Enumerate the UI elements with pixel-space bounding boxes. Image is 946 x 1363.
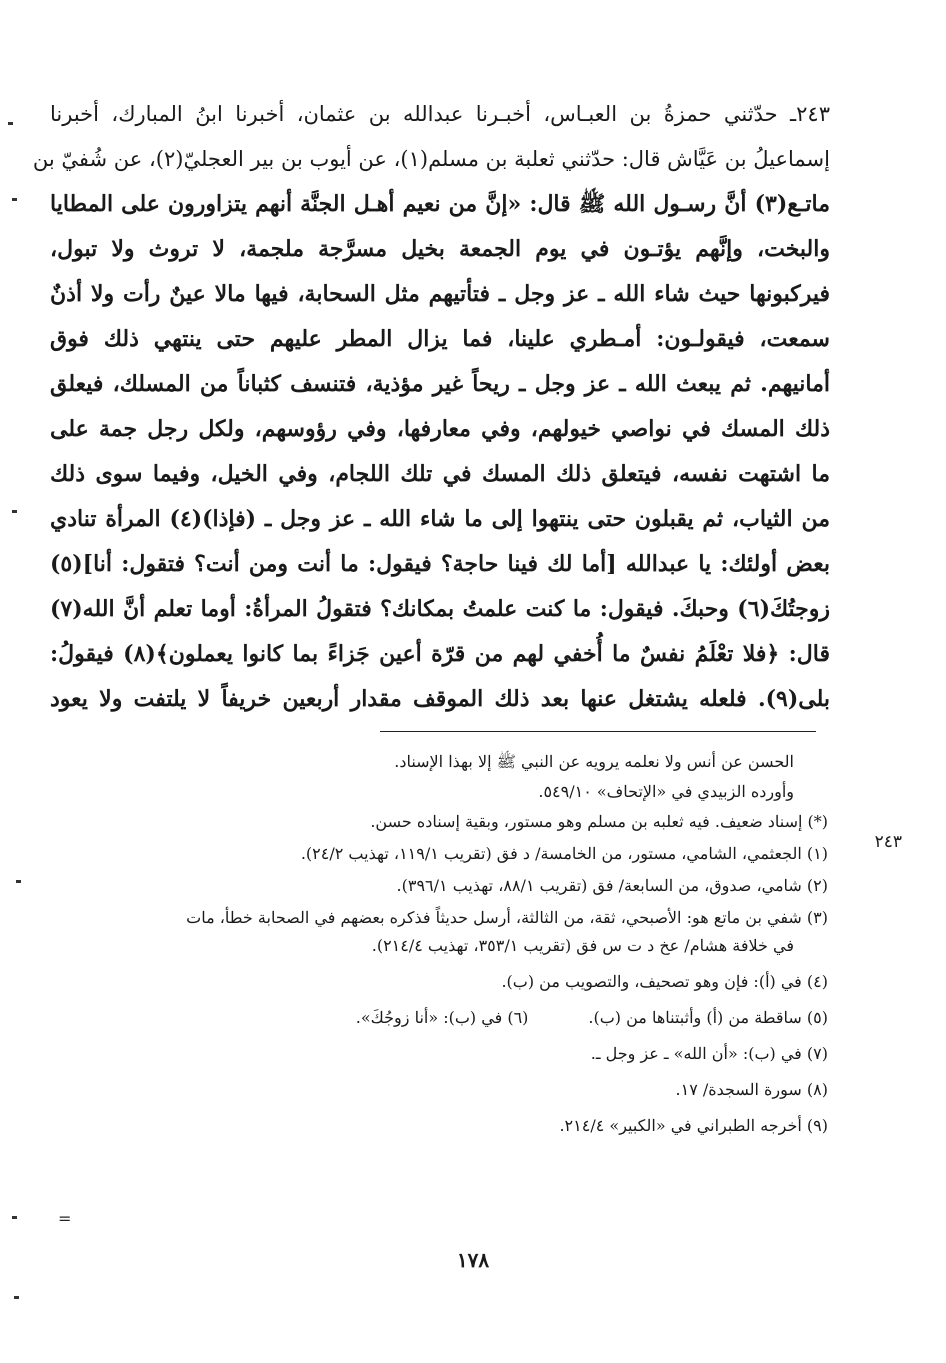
footnote-9: (٩) أخرجه الطبراني في «الكبير» ٢١٤/٤.: [559, 1116, 828, 1135]
scan-speck: [12, 198, 17, 201]
text-line: بعض أولئك: يا عبدالله [أما لك فينا حاجة؟ فيقول: ما أنت ومن أنت؟ فتقول: أنا](٥): [50, 551, 830, 577]
scan-speck: [12, 510, 17, 513]
text-line: ما اشتهت نفسه، فيتعلق ذلك المسك في تلك اللجام، وفي الخيل، وفيما سوى ذلك: [50, 461, 830, 487]
footnote-6: (٦) في (ب): «أنا زوجُكَ».: [355, 1008, 529, 1027]
footnote-7: (٧) في (ب): «أن الله» ـ عز وجل ـ.: [590, 1044, 828, 1063]
text-line: فيركبونها حيث شاء الله ـ عز وجل ـ فتأتيهم مثل السحابة، فيها مالا عينٌ رأت ولا أذنٌ: [50, 281, 830, 307]
footnote-3-cont: في خلافة هشام/ عخ د ت س فق (تقريب ٣٥٣/١، تهذيب ٢١٤/٤).: [371, 936, 794, 955]
margin-mark: =: [58, 1209, 72, 1228]
text-line: أمانيهم. ثم يبعث الله ـ عز وجل ـ ريحاً غير مؤذية، فتنسف كثباناً من المسلك، فيعلق: [50, 371, 830, 397]
text-line: إسماعيلُ بن عَيَّاش قال: حدّثني ثعلبة بن مسلم(١)، عن أيوب بن بير العجليّ(٢)، عن شُفيّ بن: [32, 147, 830, 171]
footnote-2: (٢) شامي، صدوق، من السابعة/ فق (تقريب ٨٨/١، تهذيب ٣٩٦/١).: [396, 876, 828, 895]
text-line: بلى(٩). فلعله يشتغل عنها بعد ذلك الموقف مقدار أربعين خريفاً لا يلتفت ولا يعود: [50, 686, 830, 712]
text-line: ماتـع(٣) أنَّ رسـول الله ﷺ قال: «إنَّ من نعيم أهـل الجنَّة أنهم يتزاورون على المطايا: [50, 191, 830, 217]
scan-speck: [14, 1296, 19, 1299]
footnote-1: (١) الجعثمي، الشامي، مستور، من الخامسة/ د فق (تقريب ١١٩/١، تهذيب ٢٤/٢).: [300, 844, 828, 863]
footnote-4: (٤) في (أ): فإن وهو تصحيف، والتصويب من (ب).: [501, 972, 828, 991]
footnotes: [50, 752, 828, 1136]
footnote-8: (٨) سورة السجدة/ ١٧.: [675, 1080, 828, 1099]
footnote-5: (٥) ساقطة من (أ) وأثبتناها من (ب).: [588, 1008, 828, 1027]
section-number: ٢٤٣: [874, 832, 902, 852]
text-line: سمعت، فيقولـون: أمـطري علينا، فما يزال المطر عليهم حتى ينتهي ذلك فوق: [50, 326, 830, 352]
footnote-continuation: وأورده الزبيدي في «الإتحاف» ٥٤٩/١٠.: [538, 782, 794, 801]
text-line: من الثياب، ثم يقبلون حتى ينتهوا إلى ما شاء الله ـ عز وجل ـ (فإذا)(٤) المرأة تنادي: [50, 506, 830, 532]
hadith-text: [32, 92, 830, 722]
text-line: قال: ﴿فلا تعْلَمُ نفسٌ ما أُخفي لهم من قرّة أعين جَزاءً بما كانوا يعملون﴾(٨) فيقولُ:: [50, 641, 830, 667]
scan-speck: [12, 1216, 17, 1219]
text-line: ٢٤٣ـ حدّثني حمزةُ بن العبـاس، أخبـرنا عبدالله بن عثمان، أخبرنا ابنُ المبارك، أخبرنا: [50, 102, 830, 126]
text-line: والبخت، وإنَّهم يؤتـون في يوم الجمعة بخيل مسرَّجة ملجمة، لا تروث ولا تبول،: [50, 236, 830, 262]
scan-speck: [16, 880, 21, 883]
grading-note: (*) إسناد ضعيف. فيه ثعلبه بن مسلم وهو مستور، وبقية إسناده حسن.: [370, 812, 828, 831]
scan-speck: [8, 122, 13, 125]
footnote-continuation: الحسن عن أنس ولا نعلمه يرويه عن النبي ﷺ إلا بهذا الإسناد.: [394, 752, 794, 771]
text-line: زوجتُكَ(٦) وحبكَ. فيقول: ما كنت علمتُ بمكانك؟ فتقولُ المرأةُ: أوما تعلم أنَّ الله(٧): [50, 596, 830, 622]
text-line: ذلك المسك في نواصي خيولهم، وفي معارفها، وفي رؤوسهم، ولكل رجل جمة على: [50, 416, 830, 442]
footnote-separator: [380, 731, 816, 732]
footnote-3: (٣) شفي بن ماتع هو: الأصبحي، ثقة، من الثالثة، أرسل حديثاً فذكره بعضهم في الصحابة خطأ، مات: [186, 908, 828, 927]
page-number: ١٧٨: [456, 1248, 490, 1272]
